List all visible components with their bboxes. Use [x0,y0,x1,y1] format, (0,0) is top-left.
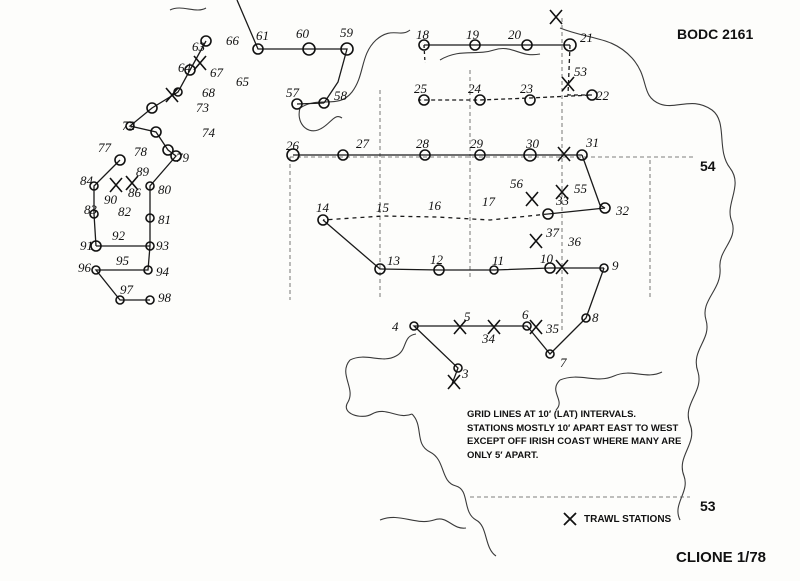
station-label: 82 [118,204,131,219]
note-line: GRID LINES AT 10′ (LAT) INTERVALS. [467,409,637,420]
station-label: 96 [78,260,91,275]
station-label: 22 [596,88,609,103]
station-label: 83 [84,202,97,217]
station-label: 9 [612,258,619,273]
station-label: 95 [116,253,129,268]
station-label: 63 [192,39,205,54]
station-label: 84 [80,173,93,188]
station-label: 66 [226,33,239,48]
station-label: 21 [580,30,593,45]
station-label: 31 [586,135,599,150]
station-label: 27 [356,136,369,151]
station-label: 60 [296,26,309,41]
station-label: 34 [482,331,495,346]
station-label: 56 [510,176,523,191]
station-label: 86 [128,185,141,200]
station-label: 89 [136,164,149,179]
station-label: 61 [256,28,269,43]
station-label: 8 [592,310,599,325]
station-label: 5 [464,309,471,324]
station-label: 64 [178,60,191,75]
latitude-label-54: 54 [700,158,716,174]
legend [562,511,671,527]
grid-notes [467,408,717,462]
station-label: 19 [466,27,479,42]
note-line: STATIONS MOSTLY 10′ APART EAST TO WEST [467,422,679,434]
station-label: 72 [122,118,135,133]
station-label: 10 [540,251,553,266]
station-label: 18 [416,27,429,42]
dataset-id: BODC 2161 [677,26,754,42]
station-label: 33 [556,193,569,208]
station-label: 79 [176,150,189,165]
station-label: 74 [202,125,215,140]
station-label: 98 [158,290,171,305]
station-label: 93 [156,238,169,253]
station-label: 16 [428,198,441,213]
station-label: 14 [316,200,329,215]
station-label: 7 [560,355,567,370]
legend-trawl-label: TRAWL STATIONS [584,513,672,525]
station-label: 6 [522,307,529,322]
station-label: 25 [414,81,427,96]
station-label: 28 [416,136,429,151]
station-label: 32 [616,203,629,218]
station-label: 57 [286,85,299,100]
station-label: 77 [98,140,111,155]
station-label: 58 [334,88,347,103]
station-label: 73 [196,100,209,115]
station-label: 80 [158,182,171,197]
station-label: 3 [462,366,469,381]
station-label: 65 [236,74,249,89]
x-mark-icon [562,511,578,527]
station-label: 15 [376,200,389,215]
station-label: 13 [387,253,400,268]
note-line: EXCEPT OFF IRISH COAST WHERE MANY ARE [467,436,682,447]
station-label: 11 [492,253,505,268]
station-label: 78 [134,144,147,159]
station-label: 59 [340,25,353,40]
station-label: 12 [430,252,443,267]
station-label: 29 [470,136,483,151]
station-label: 97 [120,282,133,297]
station-label: 37 [546,225,559,240]
station-label: 67 [210,65,223,80]
station-label: 55 [574,181,587,196]
station-label: 20 [508,27,521,42]
station-label: 53 [574,64,587,79]
station-label: 68 [202,85,215,100]
station-label: 90 [104,192,117,207]
latitude-label-53: 53 [700,498,716,514]
station-label: 23 [520,81,533,96]
station-label: 94 [156,264,169,279]
station-label: 17 [482,194,495,209]
station-labels [78,25,630,381]
station-label: 4 [392,319,399,334]
cruise-label: CLIONE 1/78 [676,549,767,566]
station-label: 26 [286,138,299,153]
station-label: 92 [112,228,125,243]
note-line: ONLY 5′ APART. [467,449,539,461]
station-label: 36 [568,234,581,249]
station-label: 30 [526,136,539,151]
station-label: 24 [468,81,481,96]
station-label: 35 [546,321,559,336]
station-label: 81 [158,212,171,227]
station-label: 91 [80,238,93,253]
